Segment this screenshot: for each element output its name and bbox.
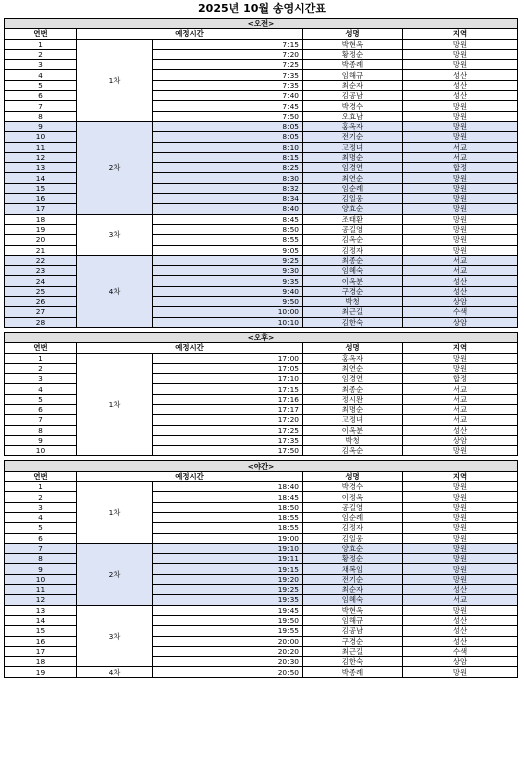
time-cell: 8:05	[153, 121, 303, 131]
name-cell: 김한숙	[303, 317, 403, 327]
round-cell: 3차	[77, 605, 153, 667]
seq-cell: 9	[5, 564, 77, 574]
name-cell: 박현옥	[303, 39, 403, 49]
region-cell: 망원	[403, 121, 518, 131]
region-cell: 망원	[403, 204, 518, 214]
seq-cell: 2	[5, 49, 77, 59]
region-cell: 망원	[403, 667, 518, 677]
section-title: <오후>	[5, 332, 518, 342]
region-cell: 상암	[403, 297, 518, 307]
name-cell: 최연순	[303, 173, 403, 183]
name-cell: 공길영	[303, 502, 403, 512]
region-cell: 서교	[403, 152, 518, 162]
name-cell: 임경연	[303, 374, 403, 384]
seq-cell: 11	[5, 585, 77, 595]
region-cell: 수색	[403, 646, 518, 656]
time-cell: 9:05	[153, 245, 303, 255]
region-cell: 성산	[403, 91, 518, 101]
name-cell: 최근길	[303, 646, 403, 656]
name-cell: 최순자	[303, 585, 403, 595]
seq-cell: 19	[5, 667, 77, 677]
time-cell: 19:11	[153, 554, 303, 564]
time-cell: 20:30	[153, 657, 303, 667]
header-region: 지역	[403, 343, 518, 353]
header-seq: 연번	[5, 343, 77, 353]
section-title-row	[5, 461, 518, 471]
time-cell: 8:15	[153, 152, 303, 162]
region-cell: 망원	[403, 353, 518, 363]
header-seq: 연번	[5, 471, 77, 481]
region-cell: 망원	[403, 183, 518, 193]
table-row	[5, 667, 518, 677]
header-row	[5, 343, 518, 353]
time-cell: 19:15	[153, 564, 303, 574]
seq-cell: 14	[5, 173, 77, 183]
time-cell: 18:55	[153, 523, 303, 533]
table-row	[5, 605, 518, 615]
time-cell: 17:17	[153, 404, 303, 414]
time-cell: 8:05	[153, 132, 303, 142]
region-cell: 망원	[403, 60, 518, 70]
seq-cell: 16	[5, 636, 77, 646]
seq-cell: 11	[5, 142, 77, 152]
time-cell: 9:25	[153, 255, 303, 265]
region-cell: 망원	[403, 564, 518, 574]
region-cell: 망원	[403, 224, 518, 234]
seq-cell: 8	[5, 425, 77, 435]
name-cell: 양효순	[303, 543, 403, 553]
region-cell: 망원	[403, 512, 518, 522]
header-region: 지역	[403, 29, 518, 39]
region-cell: 성산	[403, 626, 518, 636]
region-cell: 망원	[403, 245, 518, 255]
seq-cell: 10	[5, 132, 77, 142]
name-cell: 박청	[303, 435, 403, 445]
seq-cell: 18	[5, 657, 77, 667]
round-cell: 3차	[77, 214, 153, 255]
time-cell: 19:20	[153, 574, 303, 584]
name-cell: 김옥순	[303, 235, 403, 245]
time-cell: 17:35	[153, 435, 303, 445]
name-cell: 임순례	[303, 512, 403, 522]
region-cell: 성산	[403, 585, 518, 595]
round-cell: 4차	[77, 255, 153, 327]
time-cell: 8:34	[153, 194, 303, 204]
region-cell: 망원	[403, 194, 518, 204]
name-cell: 고정녀	[303, 142, 403, 152]
seq-cell: 3	[5, 374, 77, 384]
name-cell: 홍옥자	[303, 353, 403, 363]
time-cell: 8:45	[153, 214, 303, 224]
region-cell: 합정	[403, 374, 518, 384]
seq-cell: 6	[5, 533, 77, 543]
region-cell: 망원	[403, 554, 518, 564]
name-cell: 김일웅	[303, 533, 403, 543]
time-cell: 9:35	[153, 276, 303, 286]
time-cell: 9:40	[153, 286, 303, 296]
header-seq: 연번	[5, 29, 77, 39]
region-cell: 성산	[403, 425, 518, 435]
time-cell: 8:55	[153, 235, 303, 245]
time-cell: 18:50	[153, 502, 303, 512]
seq-cell: 1	[5, 353, 77, 363]
name-cell: 박경수	[303, 101, 403, 111]
seq-cell: 17	[5, 646, 77, 656]
region-cell: 망원	[403, 523, 518, 533]
header-time: 예정시간	[77, 29, 303, 39]
region-cell: 서교	[403, 255, 518, 265]
seq-cell: 23	[5, 266, 77, 276]
time-cell: 19:45	[153, 605, 303, 615]
seq-cell: 6	[5, 404, 77, 414]
section-title-row	[5, 19, 518, 29]
region-cell: 상암	[403, 435, 518, 445]
time-cell: 17:16	[153, 394, 303, 404]
seq-cell: 13	[5, 605, 77, 615]
region-cell: 성산	[403, 636, 518, 646]
region-cell: 망원	[403, 446, 518, 456]
seq-cell: 12	[5, 152, 77, 162]
seq-cell: 22	[5, 255, 77, 265]
round-cell: 1차	[77, 482, 153, 544]
name-cell: 채복임	[303, 564, 403, 574]
table-row	[5, 121, 518, 131]
time-cell: 7:35	[153, 70, 303, 80]
name-cell: 구경순	[303, 286, 403, 296]
region-cell: 망원	[403, 482, 518, 492]
name-cell: 최명순	[303, 404, 403, 414]
region-cell: 성산	[403, 70, 518, 80]
region-cell: 망원	[403, 363, 518, 373]
seq-cell: 18	[5, 214, 77, 224]
seq-cell: 19	[5, 224, 77, 234]
name-cell: 박현옥	[303, 605, 403, 615]
name-cell: 전기순	[303, 132, 403, 142]
time-cell: 19:35	[153, 595, 303, 605]
table-row	[5, 214, 518, 224]
region-cell: 성산	[403, 80, 518, 90]
seq-cell: 8	[5, 111, 77, 121]
region-cell: 망원	[403, 101, 518, 111]
name-cell: 고정녀	[303, 415, 403, 425]
time-cell: 7:20	[153, 49, 303, 59]
time-cell: 18:45	[153, 492, 303, 502]
round-cell: 4차	[77, 667, 153, 677]
seq-cell: 12	[5, 595, 77, 605]
region-cell: 수색	[403, 307, 518, 317]
time-cell: 17:15	[153, 384, 303, 394]
region-cell: 망원	[403, 235, 518, 245]
name-cell: 김한숙	[303, 657, 403, 667]
table-row	[5, 543, 518, 553]
seq-cell: 25	[5, 286, 77, 296]
region-cell: 망원	[403, 214, 518, 224]
region-cell: 서교	[403, 394, 518, 404]
region-cell: 상암	[403, 657, 518, 667]
seq-cell: 20	[5, 235, 77, 245]
time-cell: 9:50	[153, 297, 303, 307]
region-cell: 성산	[403, 286, 518, 296]
region-cell: 합정	[403, 163, 518, 173]
region-cell: 서교	[403, 266, 518, 276]
name-cell: 최종순	[303, 384, 403, 394]
name-cell: 임경연	[303, 163, 403, 173]
round-cell: 2차	[77, 121, 153, 214]
seq-cell: 13	[5, 163, 77, 173]
region-cell: 성산	[403, 615, 518, 625]
region-cell: 망원	[403, 492, 518, 502]
table-row	[5, 482, 518, 492]
name-cell: 박경수	[303, 482, 403, 492]
region-cell: 망원	[403, 533, 518, 543]
time-cell: 9:30	[153, 266, 303, 276]
time-cell: 19:00	[153, 533, 303, 543]
time-cell: 7:35	[153, 80, 303, 90]
region-cell: 망원	[403, 173, 518, 183]
region-cell: 서교	[403, 415, 518, 425]
time-cell: 17:20	[153, 415, 303, 425]
time-cell: 19:10	[153, 543, 303, 553]
seq-cell: 17	[5, 204, 77, 214]
time-cell: 19:55	[153, 626, 303, 636]
seq-cell: 27	[5, 307, 77, 317]
name-cell: 최명순	[303, 152, 403, 162]
seq-cell: 14	[5, 615, 77, 625]
seq-cell: 1	[5, 39, 77, 49]
seq-cell: 7	[5, 415, 77, 425]
time-cell: 18:40	[153, 482, 303, 492]
time-cell: 20:00	[153, 636, 303, 646]
name-cell: 이정옥	[303, 492, 403, 502]
name-cell: 김공남	[303, 626, 403, 636]
table-row	[5, 353, 518, 363]
time-cell: 18:55	[153, 512, 303, 522]
region-cell: 서교	[403, 142, 518, 152]
header-region: 지역	[403, 471, 518, 481]
name-cell: 김일웅	[303, 194, 403, 204]
name-cell: 김정자	[303, 523, 403, 533]
name-cell: 임혜숙	[303, 266, 403, 276]
time-cell: 17:10	[153, 374, 303, 384]
seq-cell: 5	[5, 80, 77, 90]
table-row	[5, 255, 518, 265]
time-cell: 7:40	[153, 91, 303, 101]
region-cell: 상암	[403, 317, 518, 327]
seq-cell: 8	[5, 554, 77, 564]
name-cell: 박종례	[303, 667, 403, 677]
table-row	[5, 39, 518, 49]
name-cell: 정시완	[303, 394, 403, 404]
seq-cell: 10	[5, 574, 77, 584]
section-title: <오전>	[5, 19, 518, 29]
name-cell: 이옥분	[303, 276, 403, 286]
time-cell: 8:40	[153, 204, 303, 214]
name-cell: 이옥분	[303, 425, 403, 435]
region-cell: 서교	[403, 404, 518, 414]
seq-cell: 7	[5, 543, 77, 553]
region-cell: 망원	[403, 132, 518, 142]
seq-cell: 6	[5, 91, 77, 101]
seq-cell: 7	[5, 101, 77, 111]
seq-cell: 9	[5, 121, 77, 131]
name-cell: 임혜숙	[303, 595, 403, 605]
seq-cell: 1	[5, 482, 77, 492]
name-cell: 최종순	[303, 255, 403, 265]
seq-cell: 4	[5, 70, 77, 80]
seq-cell: 3	[5, 502, 77, 512]
name-cell: 황정순	[303, 554, 403, 564]
header-time: 예정시간	[77, 343, 303, 353]
time-cell: 8:50	[153, 224, 303, 234]
region-cell: 서교	[403, 595, 518, 605]
round-cell: 1차	[77, 39, 153, 121]
time-cell: 17:05	[153, 363, 303, 373]
seq-cell: 5	[5, 394, 77, 404]
time-cell: 10:10	[153, 317, 303, 327]
name-cell: 김공남	[303, 91, 403, 101]
seq-cell: 10	[5, 446, 77, 456]
region-cell: 망원	[403, 574, 518, 584]
name-cell: 전기순	[303, 574, 403, 584]
time-cell: 7:50	[153, 111, 303, 121]
region-cell: 망원	[403, 543, 518, 553]
schedule-table	[4, 18, 518, 678]
seq-cell: 4	[5, 512, 77, 522]
header-time: 예정시간	[77, 471, 303, 481]
seq-cell: 26	[5, 297, 77, 307]
name-cell: 양효순	[303, 204, 403, 214]
name-cell: 최순자	[303, 80, 403, 90]
region-cell: 망원	[403, 502, 518, 512]
name-cell: 구경순	[303, 636, 403, 646]
seq-cell: 28	[5, 317, 77, 327]
time-cell: 8:32	[153, 183, 303, 193]
page-title: 2025년 10월 송영시간표	[198, 2, 326, 15]
time-cell: 8:10	[153, 142, 303, 152]
time-cell: 8:25	[153, 163, 303, 173]
round-cell: 2차	[77, 543, 153, 605]
name-cell: 임순례	[303, 183, 403, 193]
region-cell: 성산	[403, 276, 518, 286]
header-name: 성명	[303, 343, 403, 353]
name-cell: 임해규	[303, 615, 403, 625]
time-cell: 7:25	[153, 60, 303, 70]
name-cell: 오효남	[303, 111, 403, 121]
seq-cell: 9	[5, 435, 77, 445]
name-cell: 조태환	[303, 214, 403, 224]
seq-cell: 2	[5, 492, 77, 502]
time-cell: 20:20	[153, 646, 303, 656]
region-cell: 망원	[403, 111, 518, 121]
name-cell: 공길영	[303, 224, 403, 234]
time-cell: 19:25	[153, 585, 303, 595]
seq-cell: 16	[5, 194, 77, 204]
seq-cell: 5	[5, 523, 77, 533]
time-cell: 17:00	[153, 353, 303, 363]
time-cell: 7:45	[153, 101, 303, 111]
name-cell: 최근길	[303, 307, 403, 317]
seq-cell: 2	[5, 363, 77, 373]
header-name: 성명	[303, 471, 403, 481]
seq-cell: 24	[5, 276, 77, 286]
time-cell: 17:25	[153, 425, 303, 435]
header-name: 성명	[303, 29, 403, 39]
name-cell: 최연순	[303, 363, 403, 373]
seq-cell: 21	[5, 245, 77, 255]
name-cell: 홍옥자	[303, 121, 403, 131]
header-row	[5, 471, 518, 481]
time-cell: 7:15	[153, 39, 303, 49]
region-cell: 망원	[403, 605, 518, 615]
time-cell: 17:50	[153, 446, 303, 456]
seq-cell: 4	[5, 384, 77, 394]
name-cell: 황정순	[303, 49, 403, 59]
section-title: <야간>	[5, 461, 518, 471]
time-cell: 20:50	[153, 667, 303, 677]
name-cell: 박청	[303, 297, 403, 307]
name-cell: 김옥순	[303, 446, 403, 456]
seq-cell: 15	[5, 626, 77, 636]
time-cell: 8:30	[153, 173, 303, 183]
header-row	[5, 29, 518, 39]
name-cell: 김정자	[303, 245, 403, 255]
region-cell: 망원	[403, 49, 518, 59]
name-cell: 임해규	[303, 70, 403, 80]
seq-cell: 15	[5, 183, 77, 193]
time-cell: 19:50	[153, 615, 303, 625]
region-cell: 망원	[403, 39, 518, 49]
name-cell: 박종례	[303, 60, 403, 70]
time-cell: 10:00	[153, 307, 303, 317]
region-cell: 서교	[403, 384, 518, 394]
seq-cell: 3	[5, 60, 77, 70]
section-title-row	[5, 332, 518, 342]
round-cell: 1차	[77, 353, 153, 456]
